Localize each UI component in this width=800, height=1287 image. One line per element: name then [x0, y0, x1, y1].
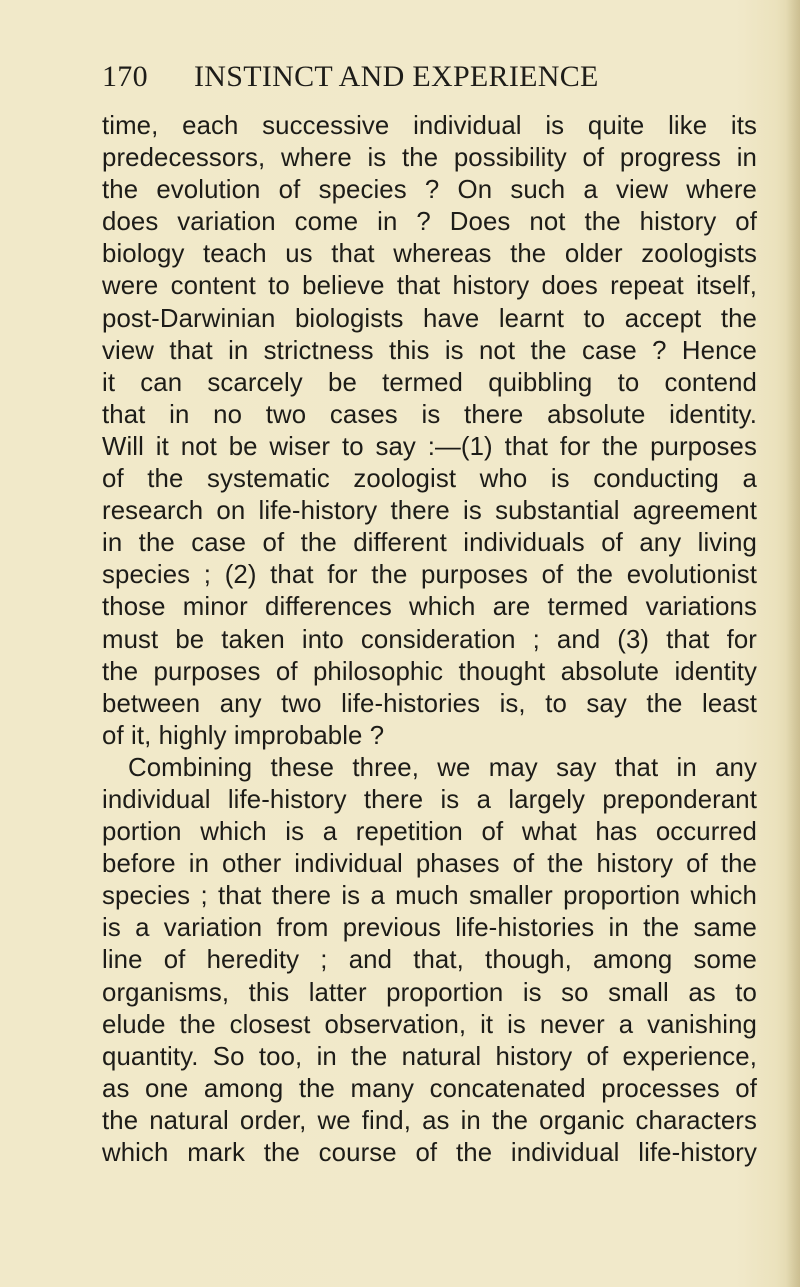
text-line-paragraph-start: Combining these three, we may say that in any	[128, 753, 757, 782]
text-line: in the case of the different individuals of any living	[102, 529, 757, 558]
text-line: the purposes of philosophic thought absolute identity	[102, 657, 757, 686]
text-line: quantity. So too, in the natural history of experience,	[102, 1042, 757, 1071]
page-number: 170	[102, 60, 148, 93]
text-line: which mark the course of the individual life-history	[102, 1139, 757, 1167]
page-edge-shadow	[786, 0, 800, 1287]
text-line: view that in strictness this is not the case ? Hence	[102, 336, 757, 365]
text-line: is a variation from previous life-histories in the same	[102, 914, 757, 943]
text-line: those minor differences which are termed variations	[102, 593, 757, 622]
text-line: before in other individual phases of the history of the	[102, 850, 757, 879]
text-line: line of heredity ; and that, though, among some	[102, 946, 757, 975]
text-line: predecessors, where is the possibility of progress in	[102, 144, 757, 173]
text-line: Will it not be wiser to say :—(1) that for the purposes	[102, 432, 757, 461]
body-text	[102, 110, 757, 1169]
text-line: that in no two cases is there absolute identity.	[102, 400, 757, 429]
text-line: organisms, this latter proportion is so small as to	[102, 978, 757, 1007]
text-line-paragraph-end: of it, highly improbable ?	[102, 721, 385, 750]
text-line: research on life-history there is substantial agreement	[102, 497, 757, 526]
text-line: species ; that there is a much smaller proportion which	[102, 882, 757, 911]
text-line: between any two life-histories is, to say the least	[102, 689, 757, 718]
text-line: as one among the many concatenated processes of	[102, 1074, 757, 1103]
text-line: the natural order, we find, as in the organic characters	[102, 1106, 757, 1135]
text-line: of the systematic zoologist who is conducting a	[102, 465, 757, 494]
text-line: were content to believe that history does repeat itself,	[102, 272, 757, 301]
text-line: post-Darwinian biologists have learnt to accept the	[102, 304, 757, 333]
text-line: individual life-history there is a largely preponderant	[102, 785, 757, 814]
text-line: elude the closest observation, it is never a vanishing	[102, 1010, 757, 1039]
text-line: does variation come in ? Does not the history of	[102, 208, 757, 237]
text-line: species ; (2) that for the purposes of the evolutionist	[102, 561, 757, 590]
text-line: biology teach us that whereas the older zoologists	[102, 240, 757, 269]
chapter-title: INSTINCT AND EXPERIENCE	[194, 60, 599, 93]
running-head	[102, 60, 762, 100]
text-line: must be taken into consideration ; and (3) that for	[102, 625, 757, 654]
text-line: the evolution of species ? On such a view where	[102, 176, 757, 205]
text-line: time, each successive individual is quite like its	[102, 112, 757, 140]
text-line: portion which is a repetition of what has occurred	[102, 818, 757, 847]
text-line: it can scarcely be termed quibbling to contend	[102, 368, 757, 397]
